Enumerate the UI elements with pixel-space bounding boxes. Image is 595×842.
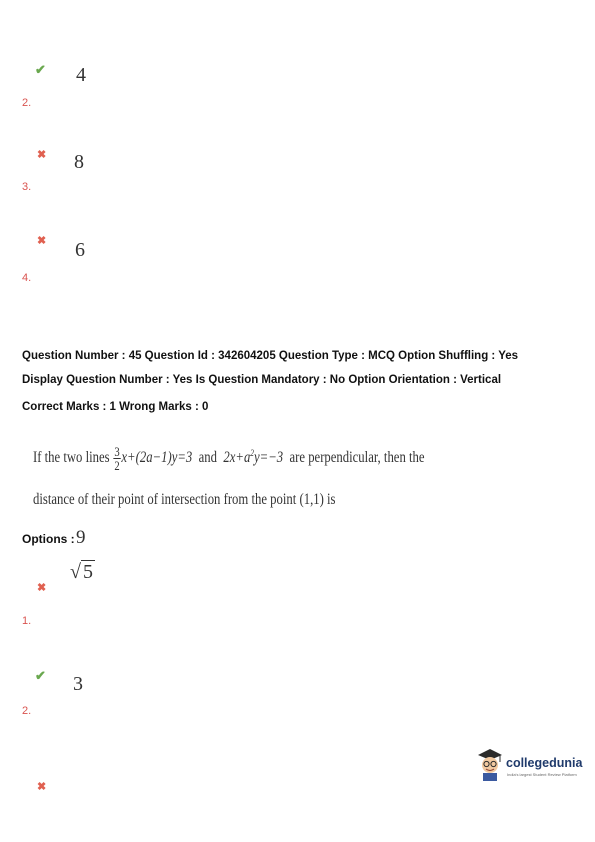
- question-marks: Correct Marks : 1 Wrong Marks : 0: [22, 401, 209, 413]
- option-number: 4.: [22, 272, 32, 284]
- wrong-cross-icon: ✖: [37, 781, 47, 793]
- option-number: 2.: [22, 705, 32, 717]
- fraction: [114, 445, 121, 472]
- logo-wordmark: collegedunia: [506, 756, 583, 770]
- option-value: 4: [76, 64, 86, 86]
- question-statement-line2: distance of their point of intersection from the point (1,1) is: [33, 491, 336, 508]
- option-number: 2.: [22, 97, 32, 109]
- statement-text: and: [198, 449, 218, 466]
- option-value: 6: [75, 239, 85, 261]
- option-value-numerator: 9: [76, 527, 86, 548]
- wrong-cross-icon: ✖: [37, 582, 47, 594]
- question-statement-line1: [33, 436, 425, 480]
- wrong-cross-icon: ✖: [37, 235, 47, 247]
- option-number: 1.: [22, 615, 32, 627]
- exponent: 2: [250, 448, 254, 459]
- option-value: 3: [73, 673, 83, 695]
- statement-text: If the two lines: [33, 449, 110, 466]
- question-meta-line2: Display Question Number : Yes Is Question Mandatory : No Option Orientation : Vertical: [22, 374, 502, 386]
- equation-2: [223, 448, 283, 467]
- fraction-denominator: 2: [114, 457, 120, 473]
- equation-1: x+(2a−1)y=3: [121, 449, 193, 466]
- fraction-numerator: 3: [114, 443, 120, 459]
- options-label: Options :: [22, 532, 75, 546]
- logo-tagline: India's largest Student Review Platform: [507, 772, 577, 777]
- student-mascot-icon: [476, 747, 504, 781]
- statement-text: are perpendicular, then the: [289, 449, 425, 466]
- sqrt-radicand: 5: [82, 561, 93, 583]
- equation-2-part: 2x+a: [223, 449, 251, 467]
- correct-check-icon: ✔: [35, 62, 46, 77]
- question-meta-line1: Question Number : 45 Question Id : 342604205 Question Type : MCQ Option Shuffling : Yes: [22, 350, 519, 362]
- option-value-sqrt: √ 5: [70, 561, 93, 583]
- option-number: 3.: [22, 181, 32, 193]
- collegedunia-logo: [476, 747, 586, 785]
- correct-check-icon: ✔: [35, 668, 46, 683]
- option-value: 8: [74, 151, 84, 173]
- equation-2-part: y=−3: [253, 449, 284, 467]
- wrong-cross-icon: ✖: [37, 149, 47, 161]
